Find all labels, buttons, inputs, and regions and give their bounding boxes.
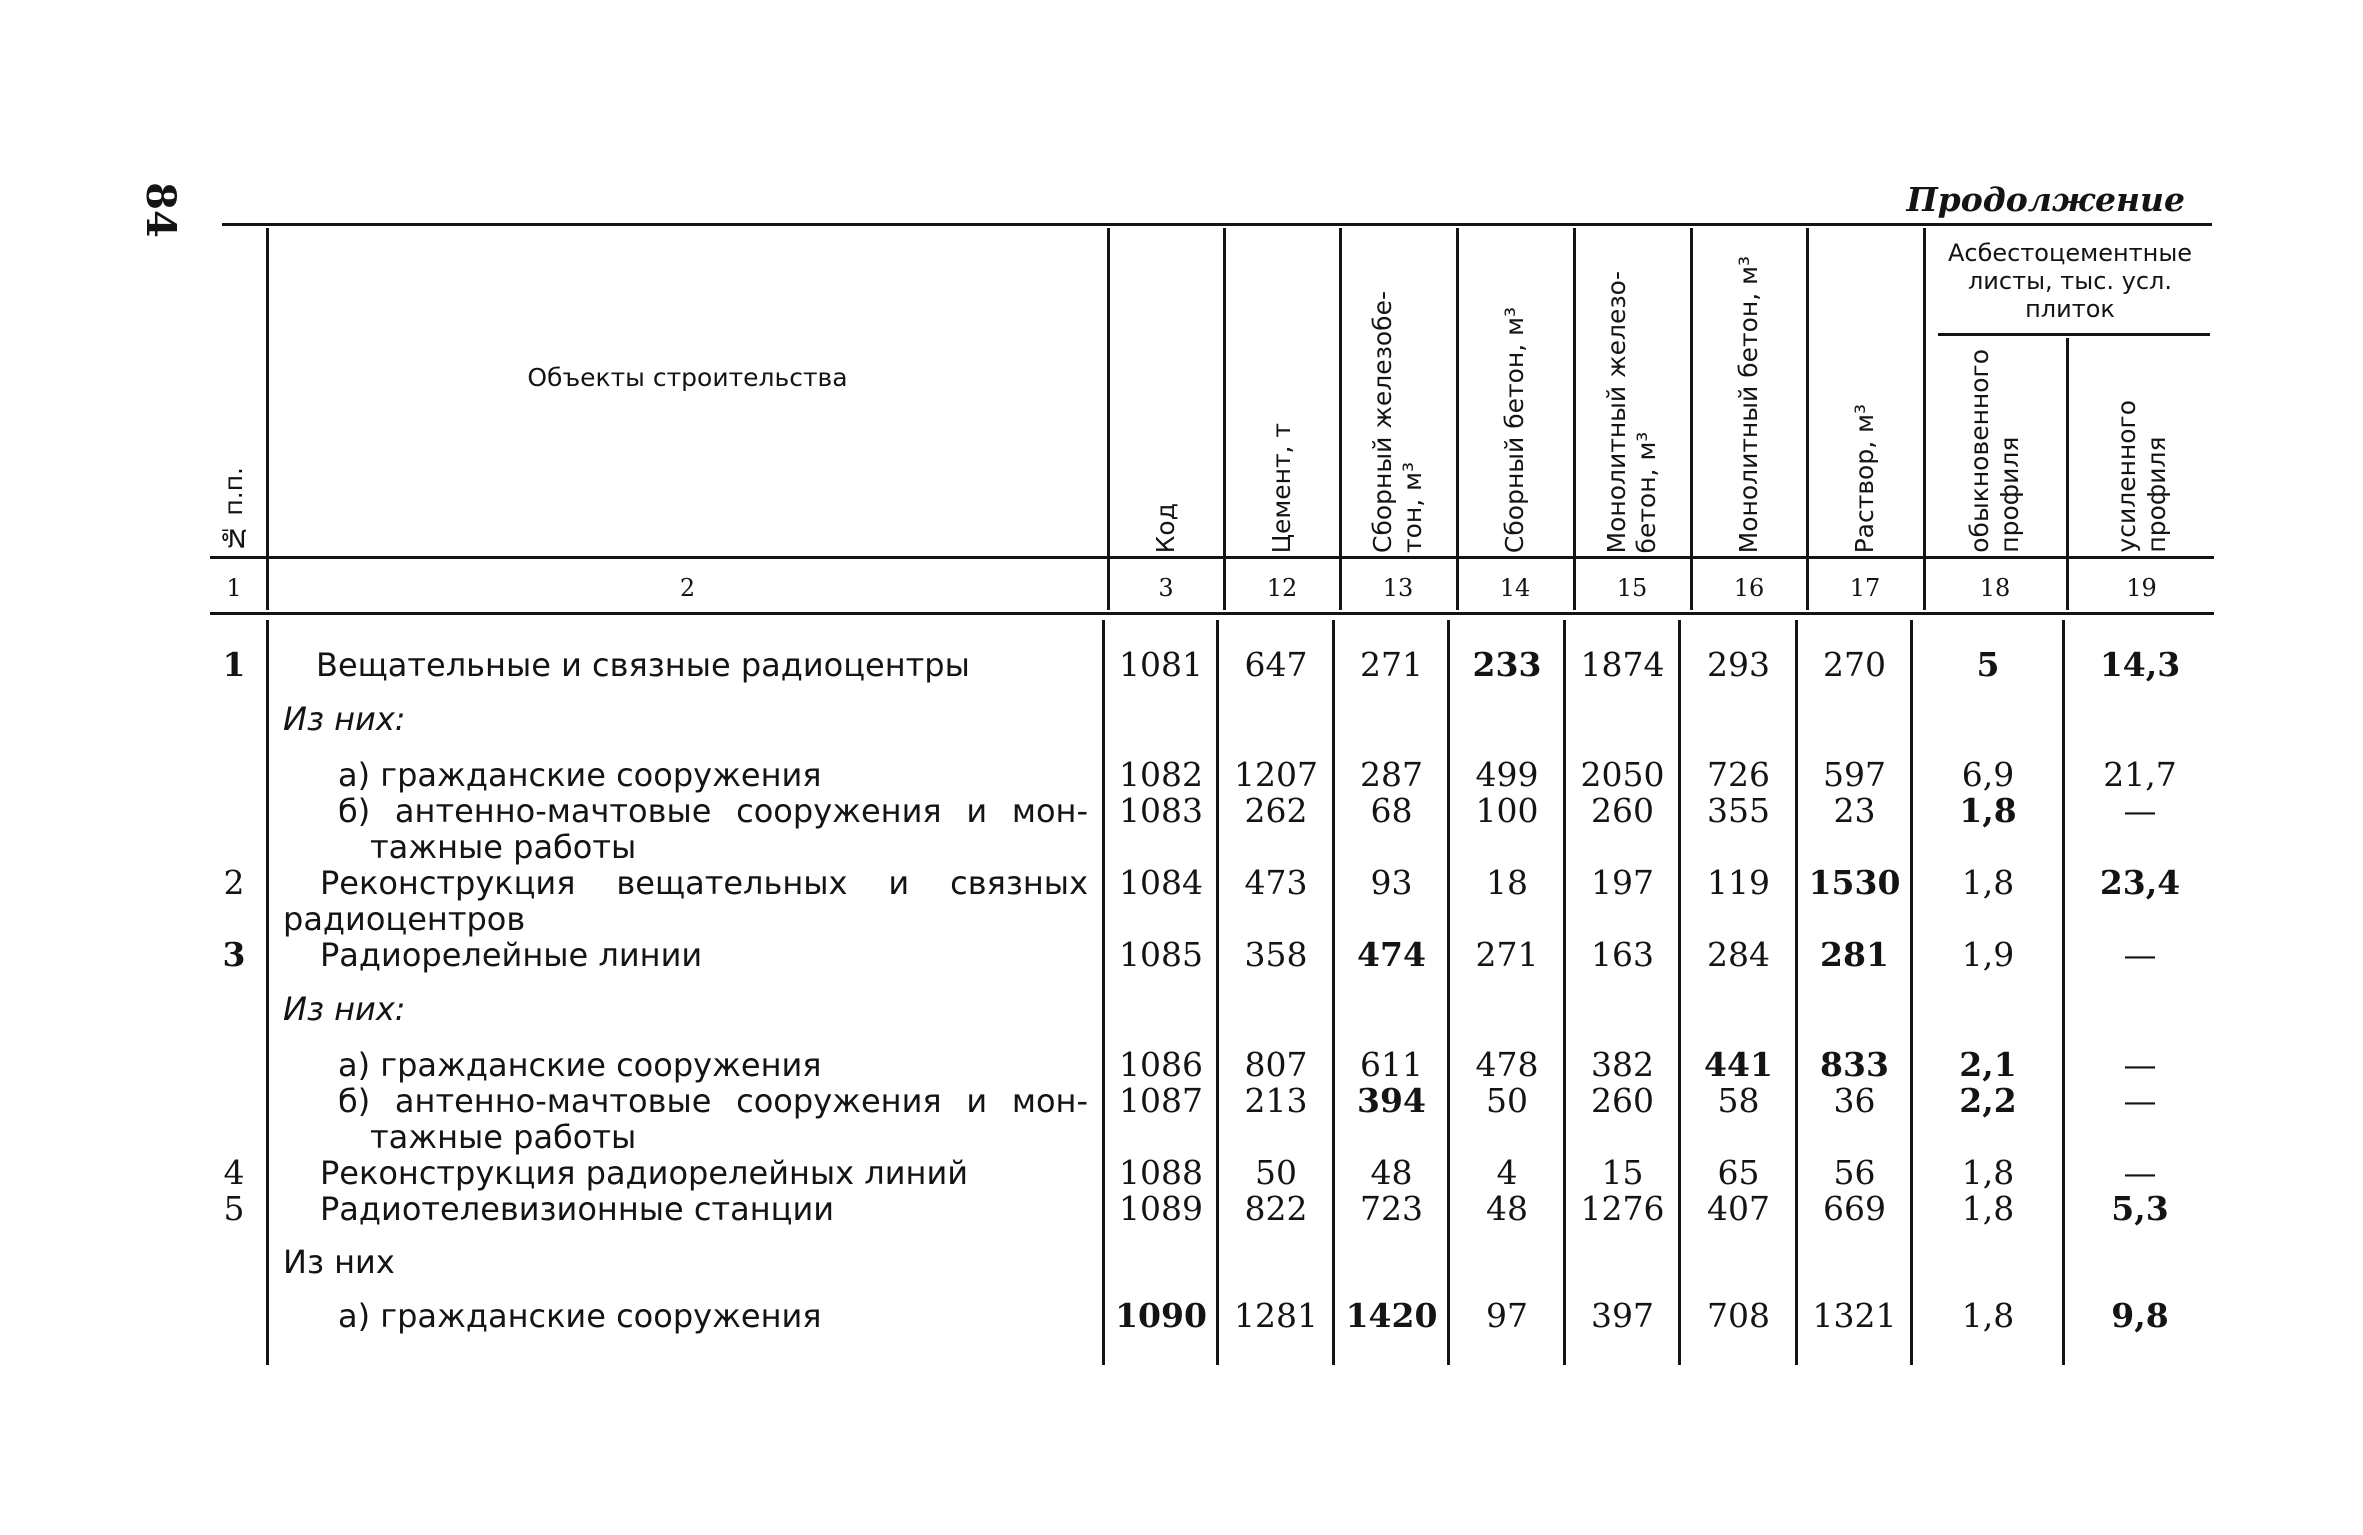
cell-obyknov: 2,2: [1959, 1081, 2017, 1120]
cell-cement: 1207: [1234, 755, 1318, 794]
header-obyknov: обыкновенного профиля: [1965, 349, 2024, 553]
header-objects: Объекты строительства: [527, 363, 848, 392]
cell-monolit-zhb: 1874: [1580, 645, 1665, 684]
cell-obyknov: 2,1: [1959, 1045, 2017, 1084]
cell-usilen: 9,8: [2111, 1296, 2169, 1335]
cell-usilen: —: [2123, 1153, 2157, 1192]
row-number: 3: [222, 935, 246, 974]
cell-sborny-beton: 18: [1486, 863, 1528, 902]
table-row: [0, 864, 2363, 904]
cell-cement: 807: [1244, 1045, 1308, 1084]
colnum-16: 16: [1733, 574, 1765, 602]
cell-kod: 1083: [1119, 791, 1203, 830]
table-row: [0, 700, 2363, 740]
row-number: 4: [223, 1153, 245, 1192]
cell-usilen: —: [2123, 935, 2157, 974]
cell-sborny-zhb: 287: [1360, 755, 1423, 794]
table-row: [0, 1046, 2363, 1086]
row-object: тажные работы: [370, 828, 637, 866]
cell-kod: 1081: [1119, 645, 1203, 684]
table-row: [0, 756, 2363, 796]
cell-sborny-zhb: 474: [1357, 935, 1426, 974]
row-object: радиоцентров: [283, 900, 526, 938]
cell-monolit-beton: 293: [1707, 645, 1770, 684]
cell-sborny-zhb: 611: [1360, 1045, 1423, 1084]
cell-monolit-beton: 708: [1707, 1296, 1770, 1335]
colnum-18: 18: [1979, 574, 2011, 602]
table-row: [0, 828, 2363, 868]
cell-monolit-zhb: 163: [1591, 935, 1654, 974]
cell-monolit-zhb: 1276: [1580, 1189, 1665, 1228]
cell-sborny-zhb: 1420: [1345, 1296, 1438, 1335]
row-number: 1: [222, 645, 246, 684]
colnum-1: 1: [226, 574, 242, 602]
row-object: Из них:: [283, 700, 406, 738]
row-object: б) антенно-мачтовые сооружения и мон-: [338, 1082, 1088, 1120]
table-row: [0, 1297, 2363, 1337]
header-asbest-group: Асбестоцементные листы, тыс. усл. плиток: [1947, 238, 2193, 323]
continuation-label: Продолжение: [1906, 180, 2185, 219]
header-rastvor: Раствор, м³: [1850, 403, 1879, 553]
row-number: 5: [223, 1189, 245, 1228]
cell-sborny-beton: 233: [1472, 645, 1542, 684]
cell-monolit-zhb: 15: [1601, 1153, 1644, 1192]
cell-monolit-beton: 355: [1707, 791, 1770, 830]
cell-sborny-beton: 50: [1486, 1081, 1528, 1120]
row-object: а) гражданские сооружения: [338, 1046, 822, 1084]
cell-rastvor: 36: [1833, 1081, 1876, 1120]
cell-rastvor: 1530: [1808, 863, 1901, 902]
table-row: [0, 1118, 2363, 1158]
cell-kod: 1090: [1115, 1296, 1207, 1335]
colnum-15: 15: [1616, 574, 1648, 602]
colnum-13: 13: [1382, 574, 1414, 602]
table-row: [0, 792, 2363, 832]
cell-rastvor: 669: [1823, 1189, 1886, 1228]
colnum-12: 12: [1266, 574, 1298, 602]
cell-cement: 262: [1244, 791, 1308, 830]
cell-rastvor: 833: [1820, 1045, 1889, 1084]
row-object: Реконструкция вещательных и связных: [320, 864, 1088, 902]
row-object: а) гражданские сооружения: [338, 756, 822, 794]
cell-monolit-beton: 58: [1717, 1081, 1760, 1120]
cell-obyknov: 5: [1976, 645, 2000, 684]
table-row: [0, 936, 2363, 976]
cell-monolit-zhb: 397: [1591, 1296, 1654, 1335]
cell-obyknov: 1,8: [1961, 1153, 2015, 1192]
header-sborny-beton: Сборный бетон, м³: [1500, 306, 1529, 553]
row-number: 2: [223, 863, 245, 902]
cell-monolit-beton: 119: [1707, 863, 1770, 902]
row-object: а) гражданские сооружения: [338, 1297, 822, 1335]
cell-cement: 213: [1244, 1081, 1308, 1120]
colnum-19: 19: [2126, 574, 2157, 602]
cell-kod: 1085: [1119, 935, 1203, 974]
colnum-2: 2: [679, 574, 696, 602]
cell-rastvor: 597: [1823, 755, 1886, 794]
cell-kod: 1086: [1119, 1045, 1203, 1084]
cell-monolit-beton: 726: [1707, 755, 1770, 794]
header-monolit-beton: Монолитный бетон, м³: [1734, 255, 1763, 553]
cell-kod: 1082: [1119, 755, 1203, 794]
cell-kod: 1088: [1119, 1153, 1203, 1192]
cell-sborny-beton: 271: [1475, 935, 1539, 974]
table-row: [0, 1154, 2363, 1194]
cell-cement: 822: [1244, 1189, 1308, 1228]
cell-sborny-zhb: 394: [1357, 1081, 1426, 1120]
cell-obyknov: 1,8: [1959, 791, 2017, 830]
table-row: [0, 1082, 2363, 1122]
cell-monolit-zhb: 260: [1591, 791, 1654, 830]
cell-usilen: —: [2123, 791, 2157, 830]
row-object: Из них:: [283, 990, 406, 1028]
cell-kod: 1084: [1119, 863, 1203, 902]
header-cement: Цемент, т: [1267, 422, 1296, 553]
table-row: [0, 900, 2363, 940]
row-object: Радиотелевизионные станции: [320, 1190, 835, 1228]
rule-asbest-group: [1938, 333, 2210, 336]
cell-sborny-beton: 97: [1486, 1296, 1528, 1335]
cell-usilen: 14,3: [2099, 645, 2181, 684]
header-kod: Код: [1151, 502, 1180, 553]
cell-cement: 358: [1244, 935, 1308, 974]
cell-monolit-zhb: 197: [1591, 863, 1654, 902]
table-row: [0, 646, 2363, 686]
header-usilen: усиленного профиля: [2111, 400, 2171, 553]
cell-rastvor: 1321: [1812, 1296, 1897, 1335]
cell-sborny-beton: 478: [1475, 1045, 1539, 1084]
table-row: [0, 990, 2363, 1030]
cell-cement: 1281: [1234, 1296, 1318, 1335]
cell-cement: 50: [1255, 1153, 1297, 1192]
cell-usilen: —: [2123, 1081, 2157, 1120]
cell-rastvor: 23: [1833, 791, 1876, 830]
cell-obyknov: 1,8: [1961, 1189, 2015, 1228]
cell-monolit-zhb: 382: [1591, 1045, 1654, 1084]
cell-kod: 1087: [1119, 1081, 1203, 1120]
cell-sborny-beton: 48: [1486, 1189, 1528, 1228]
colnum-3: 3: [1158, 574, 1174, 602]
cell-sborny-zhb: 271: [1360, 645, 1423, 684]
cell-monolit-beton: 441: [1704, 1045, 1773, 1084]
header-monolit-zhb: Монолитный железо- бетон, м³: [1602, 270, 1661, 553]
table-row: [0, 1243, 2363, 1283]
cell-sborny-zhb: 68: [1370, 791, 1413, 830]
cell-rastvor: 281: [1820, 935, 1889, 974]
cell-obyknov: 1,8: [1961, 1296, 2015, 1335]
cell-monolit-zhb: 2050: [1580, 755, 1665, 794]
cell-rastvor: 270: [1823, 645, 1886, 684]
cell-rastvor: 56: [1833, 1153, 1876, 1192]
table-row: [0, 1190, 2363, 1230]
page-number: 84: [137, 182, 184, 238]
rule-header-bottom: [210, 556, 2214, 559]
vrule-h1: [266, 228, 269, 610]
row-object: б) антенно-мачтовые сооружения и мон-: [338, 792, 1088, 830]
header-npp: № п.п.: [219, 467, 248, 553]
cell-usilen: 21,7: [2103, 755, 2177, 794]
colnum-14: 14: [1499, 574, 1531, 602]
rule-colnum-bottom: [210, 612, 2214, 615]
cell-sborny-zhb: 723: [1360, 1189, 1423, 1228]
cell-cement: 647: [1244, 645, 1308, 684]
cell-sborny-beton: 499: [1475, 755, 1539, 794]
cell-monolit-beton: 65: [1717, 1153, 1760, 1192]
cell-monolit-beton: 284: [1707, 935, 1770, 974]
row-object: Вещательные и связные радиоцентры: [316, 646, 970, 684]
cell-monolit-beton: 407: [1707, 1189, 1770, 1228]
cell-sborny-beton: 100: [1475, 791, 1539, 830]
cell-usilen: 23,4: [2099, 863, 2181, 902]
cell-usilen: 5,3: [2111, 1189, 2169, 1228]
cell-obyknov: 6,9: [1961, 755, 2015, 794]
cell-sborny-zhb: 48: [1370, 1153, 1413, 1192]
cell-cement: 473: [1244, 863, 1308, 902]
header-sborny-zhb: Сборный железобе- тон, м³: [1368, 291, 1427, 553]
row-object: тажные работы: [370, 1118, 637, 1156]
colnum-17: 17: [1849, 574, 1881, 602]
row-object: Реконструкция радиорелейных линий: [320, 1154, 969, 1192]
cell-obyknov: 1,8: [1961, 863, 2015, 902]
cell-kod: 1089: [1119, 1189, 1203, 1228]
cell-obyknov: 1,9: [1961, 935, 2015, 974]
cell-sborny-zhb: 93: [1370, 863, 1413, 902]
row-object: Из них: [283, 1243, 395, 1281]
rule-top: [222, 223, 2212, 226]
cell-monolit-zhb: 260: [1591, 1081, 1654, 1120]
cell-usilen: —: [2123, 1045, 2157, 1084]
cell-sborny-beton: 4: [1496, 1153, 1518, 1192]
row-object: Радиорелейные линии: [320, 936, 703, 974]
